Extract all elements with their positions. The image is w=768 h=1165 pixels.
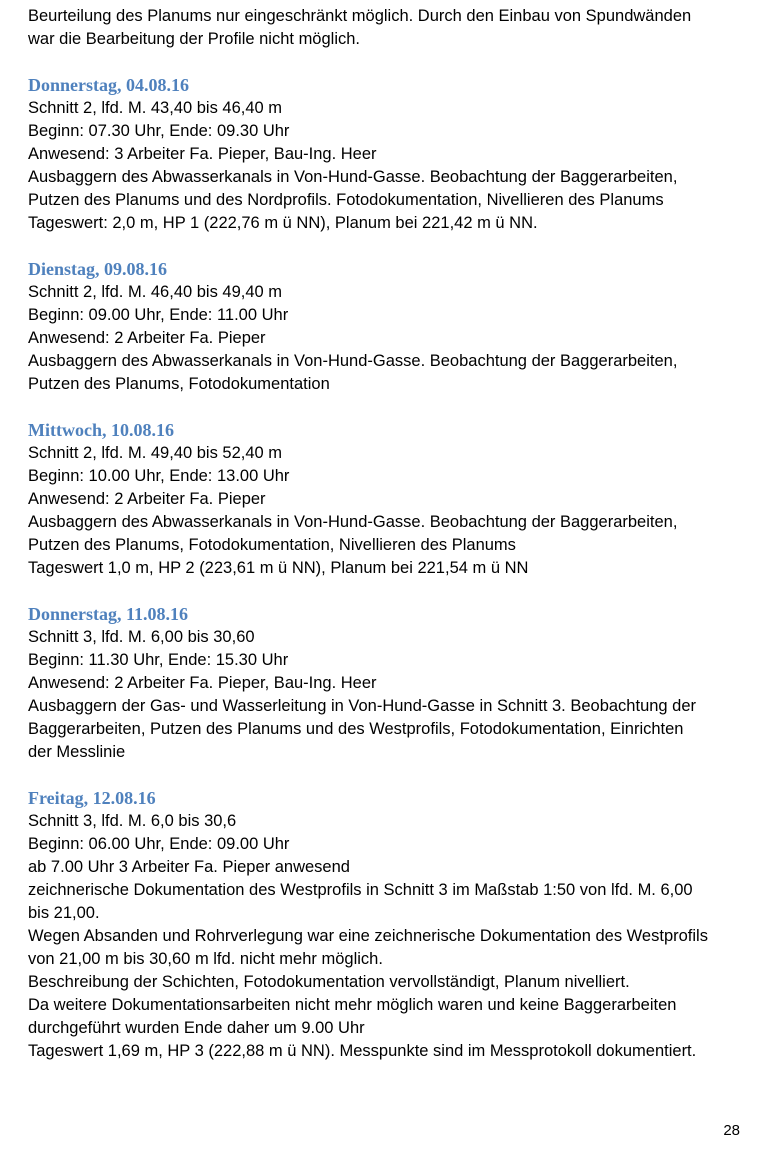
entry-line: Schnitt 3, lfd. M. 6,0 bis 30,6	[28, 812, 237, 830]
entry-line: durchgeführt wurden Ende daher um 9.00 Uhr	[28, 1019, 365, 1037]
entry-line: von 21,00 m bis 30,60 m lfd. nicht mehr möglich.	[28, 950, 383, 968]
entry-line: zeichnerische Dokumentation des Westprofils in Schnitt 3 im Maßstab 1:50 von lfd. M. 6,00	[28, 881, 693, 899]
entry-line: Tageswert 1,0 m, HP 2 (223,61 m ü NN), Planum bei 221,54 m ü NN	[28, 559, 529, 577]
entry-line: Beginn: 11.30 Uhr, Ende: 15.30 Uhr	[28, 651, 289, 669]
entry-line: Beginn: 06.00 Uhr, Ende: 09.00 Uhr	[28, 835, 290, 853]
entry-line: Ausbaggern des Abwasserkanals in Von-Hund-Gasse. Beobachtung der Baggerarbeiten,	[28, 352, 678, 370]
entry-line: Da weitere Dokumentationsarbeiten nicht mehr möglich waren und keine Baggerarbeiten	[28, 996, 677, 1014]
entry-line: Tageswert: 2,0 m, HP 1 (222,76 m ü NN), Planum bei 221,42 m ü NN.	[28, 214, 538, 232]
entry-line: Ausbaggern der Gas- und Wasserleitung in Von-Hund-Gasse in Schnitt 3. Beobachtung der	[28, 697, 697, 715]
entry-line: ab 7.00 Uhr 3 Arbeiter Fa. Pieper anwesend	[28, 858, 350, 876]
entry-line: Beginn: 10.00 Uhr, Ende: 13.00 Uhr	[28, 467, 290, 485]
entry-line: Anwesend: 2 Arbeiter Fa. Pieper	[28, 329, 266, 347]
entry-line: bis 21,00.	[28, 904, 100, 922]
entry-line: Beginn: 09.00 Uhr, Ende: 11.00 Uhr	[28, 306, 289, 324]
intro-line: war die Bearbeitung der Profile nicht möglich.	[28, 30, 361, 48]
entry-line: der Messlinie	[28, 743, 126, 761]
entry-line: Wegen Absanden und Rohrverlegung war eine zeichnerische Dokumentation des Westprofils	[28, 927, 708, 945]
entry-heading: Mittwoch, 10.08.16	[28, 420, 174, 440]
intro-line: Beurteilung des Planums nur eingeschränkt möglich. Durch den Einbau von Spundwänden	[28, 7, 692, 25]
entry-line: Putzen des Planums und des Nordprofils. Fotodokumentation, Nivellieren des Planums	[28, 191, 664, 209]
entry-line: Schnitt 2, lfd. M. 49,40 bis 52,40 m	[28, 444, 283, 462]
entry-heading: Dienstag, 09.08.16	[28, 259, 167, 279]
document-page	[28, 5, 748, 1063]
entry-line: Putzen des Planums, Fotodokumentation	[28, 375, 330, 393]
entry-line: Anwesend: 2 Arbeiter Fa. Pieper	[28, 490, 266, 508]
section-gap	[28, 764, 748, 787]
entry-line: Schnitt 2, lfd. M. 46,40 bis 49,40 m	[28, 283, 283, 301]
section-gap	[28, 235, 748, 258]
section-gap	[28, 51, 748, 74]
page-number: 28	[723, 1122, 740, 1139]
entry-line: Schnitt 2, lfd. M. 43,40 bis 46,40 m	[28, 99, 283, 117]
section-gap	[28, 396, 748, 419]
entry-line: Putzen des Planums, Fotodokumentation, Nivellieren des Planums	[28, 536, 516, 554]
entry-heading: Donnerstag, 11.08.16	[28, 604, 189, 624]
entry-line: Tageswert 1,69 m, HP 3 (222,88 m ü NN). Messpunkte sind im Messprotokoll dokumentiert.	[28, 1042, 697, 1060]
entry-line: Beginn: 07.30 Uhr, Ende: 09.30 Uhr	[28, 122, 290, 140]
entry-line: Ausbaggern des Abwasserkanals in Von-Hund-Gasse. Beobachtung der Baggerarbeiten,	[28, 168, 678, 186]
entry-line: Anwesend: 2 Arbeiter Fa. Pieper, Bau-Ing. Heer	[28, 674, 377, 692]
entry-line: Ausbaggern des Abwasserkanals in Von-Hund-Gasse. Beobachtung der Baggerarbeiten,	[28, 513, 678, 531]
entry-line: Baggerarbeiten, Putzen des Planums und des Westprofils, Fotodokumentation, Einrichten	[28, 720, 684, 738]
section-gap	[28, 580, 748, 603]
entry-line: Beschreibung der Schichten, Fotodokumentation vervollständigt, Planum nivelliert.	[28, 973, 630, 991]
entry-heading: Freitag, 12.08.16	[28, 788, 156, 808]
entry-line: Schnitt 3, lfd. M. 6,00 bis 30,60	[28, 628, 255, 646]
entry-line: Anwesend: 3 Arbeiter Fa. Pieper, Bau-Ing. Heer	[28, 145, 377, 163]
entry-heading: Donnerstag, 04.08.16	[28, 75, 189, 95]
